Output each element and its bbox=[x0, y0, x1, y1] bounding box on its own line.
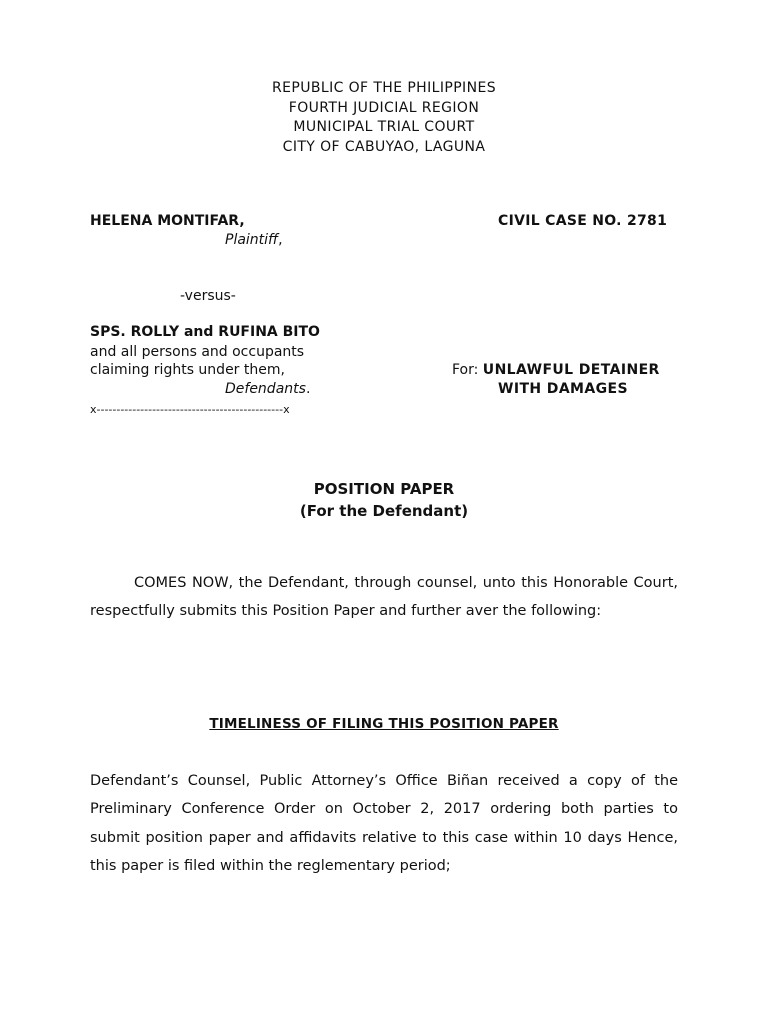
for-label: For: bbox=[452, 362, 483, 378]
plaintiff-role bbox=[225, 231, 283, 250]
document-title bbox=[0, 478, 768, 522]
section-heading-timeliness: TIMELINESS OF FILING THIS POSITION PAPER bbox=[209, 716, 559, 732]
defendant-role bbox=[225, 380, 310, 399]
header-region: FOURTH JUDICIAL REGION bbox=[288, 99, 480, 116]
versus-label: -versus- bbox=[180, 288, 236, 304]
defendant-claiming: claiming rights under them, bbox=[90, 362, 285, 378]
defendant-role-period: . bbox=[305, 381, 311, 397]
defendant-occupants: and all persons and occupants bbox=[90, 344, 305, 360]
plaintiff-role-label: Plaintiff bbox=[225, 232, 279, 248]
defendant-role-label: Defendants bbox=[225, 381, 306, 397]
case-nature bbox=[452, 361, 660, 380]
case-nature-line2: WITH DAMAGES bbox=[498, 381, 628, 397]
timeliness-paragraph: Defendant’s Counsel, Public Attorney’s Office Biñan received a copy of the Preliminary Conference Order on October 2, 2017 ordering both parties to submit position paper and affidavits relative to this case within 10 days Hence, this paper is filed within the reglementary period; bbox=[90, 773, 678, 874]
plaintiff-role-comma: , bbox=[278, 232, 283, 248]
header-republic: REPUBLIC OF THE PHILIPPINES bbox=[272, 80, 496, 96]
court-header bbox=[0, 79, 768, 157]
case-number: CIVIL CASE NO. 2781 bbox=[498, 213, 668, 229]
plaintiff-name: HELENA MONTIFAR, bbox=[90, 213, 245, 229]
case-nature-line1: UNLAWFUL DETAINER bbox=[482, 362, 660, 378]
intro-paragraph: COMES NOW, the Defendant, through counsel, unto this Honorable Court, respectfully submits this Position Paper and further aver the following: bbox=[90, 575, 678, 620]
header-court: MUNICIPAL TRIAL COURT bbox=[293, 119, 475, 135]
title-line1: POSITION PAPER bbox=[313, 480, 455, 498]
title-line2: (For the Defendant) bbox=[299, 502, 469, 520]
caption-divider: x-----------------------------------------------x bbox=[90, 403, 290, 416]
defendant-name: SPS. ROLLY and RUFINA BITO bbox=[90, 324, 320, 340]
header-city: CITY OF CABUYAO, LAGUNA bbox=[282, 138, 486, 155]
